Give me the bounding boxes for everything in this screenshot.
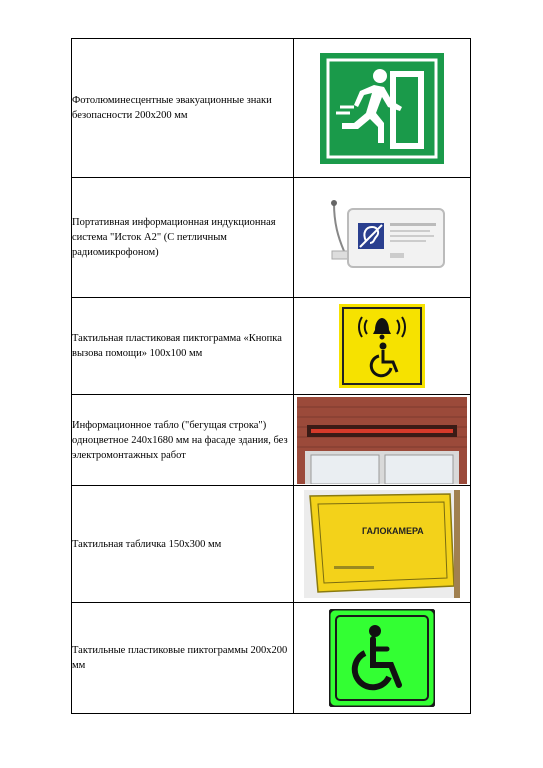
row-description: Фотолюминесцентные эвакуационные знаки безопасности 200х200 мм	[72, 39, 294, 178]
row-description: Тактильная табличка 150х300 мм	[72, 486, 294, 603]
plate-label: ГАЛОКАМЕРА	[362, 526, 424, 536]
table-row	[72, 178, 471, 298]
row-description: Тактильная пластиковая пиктограмма «Кнопка вызова помощи» 100х100 мм	[72, 298, 294, 395]
row-image-cell	[294, 603, 471, 714]
table-row	[72, 486, 471, 603]
running-line-display-icon	[297, 397, 467, 484]
row-image-cell	[294, 298, 471, 395]
row-image-cell	[294, 39, 471, 178]
call-button-pictogram-icon	[339, 304, 425, 388]
table-row	[72, 298, 471, 395]
row-image-cell	[294, 178, 471, 298]
row-image-cell	[294, 395, 471, 486]
induction-loop-device-icon	[312, 193, 452, 283]
evacuation-exit-sign-icon	[320, 53, 444, 164]
row-description: Информационное табло ("бегущая строка") одноцветное 240х1680 мм на фасаде здания, без электромонтажных работ	[72, 395, 294, 486]
wheelchair-pictogram-icon	[329, 609, 435, 707]
equipment-table	[71, 38, 471, 714]
row-image-cell	[294, 486, 471, 603]
table-row	[72, 39, 471, 178]
row-description: Портативная информационная индукционная система "Исток А2" (С петличным радиомикрофоном)	[72, 178, 294, 298]
table-row	[72, 603, 471, 714]
row-description: Тактильные пластиковые пиктограммы 200х200 мм	[72, 603, 294, 714]
table-row	[72, 395, 471, 486]
tactile-plate-icon	[304, 490, 460, 598]
